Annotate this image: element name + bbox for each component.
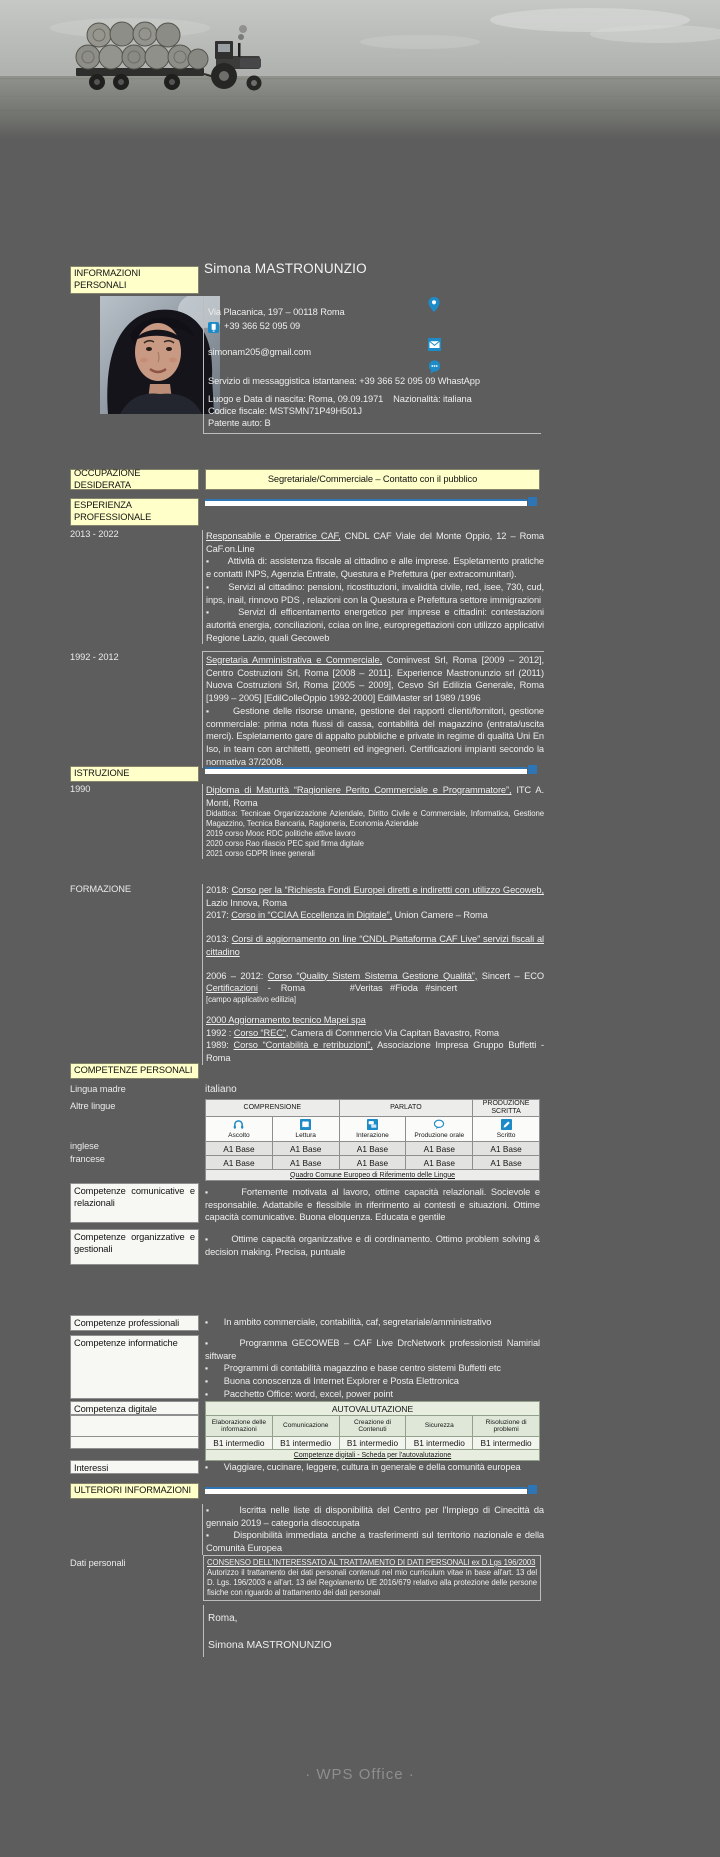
label-competenze-informatiche: Competenze informatiche [70,1335,199,1399]
col-label: Scritto [496,1132,516,1139]
digital-framework-caption[interactable]: Competenze digitali - Scheda per l'autovalutazione [293,1451,452,1459]
level-cell: A1 Base [206,1156,273,1170]
job-block-1 [202,530,544,644]
mobile-phone-icon [208,320,219,338]
training-entry: 2006 – 2012: Corso “Quality Sistem Sistema Gestione Qualità”, Sincert – ECO Certificazioni - Roma #Veritas #Fioda #sincert [206,970,544,994]
col-label: Lettura [295,1132,316,1139]
section-label-esperienza-professionale: ESPERIENZA PROFESSIONALE [70,498,199,526]
col-sicurezza: Sicurezza [406,1416,473,1437]
label-competenze-organizzative: Competenze organizzative e gestionali [70,1229,199,1265]
level-cell: A1 Base [272,1156,339,1170]
envelope-icon [428,338,441,356]
chat-bubble-icon [428,360,441,379]
section-rule [205,499,527,506]
person-name: Simona MASTRONUNZIO [204,261,367,276]
other-languages-label: Altre lingue [70,1101,116,1111]
col-label: Ascolto [228,1132,250,1139]
job-bullet: ▪ Servizi al cittadino: pensioni, ricostituzioni, invalidità civile, red, isee, 730, cud, inps, inail, rinnovo PDS , relazioni con la Questura e Prefettura settore immigrazioni [206,581,544,606]
empty-cell [70,1415,199,1437]
additional-bullet: ▪ Iscritta nelle liste di disponibilità del Centro per l'Impiego di Cinecittà da gennaio 2019 – categoria disoccupata [206,1504,544,1529]
level-cell: A1 Base [406,1142,473,1156]
language-name-1: inglese [70,1141,99,1151]
desired-occupation-value: Segretariale/Commerciale – Contatto con il pubblico [205,469,540,490]
col-lettura [272,1117,339,1142]
education-block [202,784,544,859]
mother-tongue-value: italiano [205,1084,237,1095]
birth-line: Luogo e Data di nascita: Roma, 09.09.1971 Nazionalità: italiana [208,394,472,404]
training-entry: 2000 Aggiornamento tecnico Mapei spa [206,1014,366,1025]
computer-skill-bullet: ▪ Buona conoscenza di Internet Explorer e Posta Elettronica [205,1375,540,1388]
computer-skill-bullet: ▪ Programmi di contabilità magazzino e base centro sistemi Buffetti etc [205,1362,540,1375]
location-pin-icon [428,297,440,317]
training-entry: 1992 : Corso “REC”, Camera di Commercio Via Capitan Bavastro, Roma [206,1027,499,1038]
autovalutazione-row [206,1402,540,1416]
job-bullet: ▪ Attività di: assistenza fiscale al cittadino e alle imprese. Espletamento pratiche e contatti INPS, Agenzia Entrate, Questura e Prefettura (per extracomunitari). [206,555,544,580]
education-year: 1990 [70,784,91,794]
section-rule [205,1487,527,1494]
computer-skills-block [205,1337,540,1401]
col-group-comprensione: COMPRENSIONE [206,1100,340,1117]
label-interessi: Interessi [70,1460,199,1474]
chat-bubbles-icon [367,1119,378,1132]
professional-skills-text: ▪ In ambito commerciale, contabilità, caf, segretariale/amministrativo [205,1316,540,1329]
training-entry: 2013: Corsi di aggiornamento on line “CNDL Piattaforma CAF Live” servizi fiscali al cittadino [206,934,545,957]
col-comunicazione: Comunicazione [272,1416,339,1437]
consent-body: Autorizzo il trattamento dei dati personali contenuti nel mio curriculum vitae in base all'art. 13 del D. Lgs. 196/2003 e all'art. 13 del Regolamento UE 2016/679 relativo alla protezione delle persone fisiche con riguardo al trattamento dei dati personali [207,1568,537,1597]
driving-license-line: Patente auto: B [208,418,271,428]
col-elaborazione: Elaborazione delle informazioni [206,1416,273,1437]
level-cell: B1 intermedio [339,1437,406,1450]
training-note: [campo applicativo edilizia] [206,994,296,1004]
email-address[interactable]: simonam205@gmail.com [208,347,312,357]
col-scritto [473,1117,540,1142]
header-photo-hay-tractor [0,0,720,140]
address: Via Placanica, 197 – 00118 Roma [208,307,345,317]
organisational-skills-text: ▪ Ottime capacità organizzative e di cordinamento. Ottimo problem solving & decision making. Precisa, puntuale [205,1233,540,1258]
training-block [202,884,544,1065]
col-label: Interazione [356,1132,389,1139]
headphones-icon [233,1119,244,1132]
autovalutazione-title: AUTOVALUTAZIONE [206,1402,540,1416]
job-period-2: 1992 - 2012 [70,652,119,662]
col-produzione-orale [406,1117,473,1142]
fiscal-code-line: Codice fiscale: MSTSMN71P49H501J [208,406,362,416]
col-interazione [339,1117,406,1142]
section-label-competenze-personali: COMPETENZE PERSONALI [70,1063,199,1079]
training-entry: 1989: Corso “Contabilità e retribuzioni”, Associazione Impresa Gruppo Buffetti - Roma [206,1040,544,1064]
phone-number: +39 366 52 095 09 [224,321,301,331]
level-cell: A1 Base [473,1142,540,1156]
section-rule-endcap [528,765,537,774]
label-dati-personali: Dati personali [70,1558,126,1568]
section-rule [205,767,527,774]
language-level-row-francese [206,1156,540,1170]
signature-name: Simona MASTRONUNZIO [208,1639,332,1651]
level-cell: B1 intermedio [272,1437,339,1450]
job-period-1: 2013 - 2022 [70,529,119,539]
level-cell: A1 Base [473,1156,540,1170]
level-cell: A1 Base [206,1142,273,1156]
col-group-parlato: PARLATO [339,1100,473,1117]
education-detail: 2019 corso Mooc RDC politiche attive lavoro [206,829,356,839]
language-name-2: francese [70,1154,105,1164]
section-label-formazione: FORMAZIONE [70,884,131,894]
language-table-caption-row [206,1170,540,1181]
level-cell: A1 Base [272,1142,339,1156]
speech-bubble-icon [433,1119,445,1132]
interests-text: ▪ Viaggiare, cucinare, leggere, cultura in generale e della comunità europea [205,1461,540,1474]
digital-table-caption-row [206,1450,540,1461]
consent-box [203,1555,541,1601]
computer-skill-bullet: ▪ Programma GECOWEB – CAF Live DrcNetwork professionisti Namirial siftware [205,1337,540,1362]
language-level-row-inglese [206,1142,540,1156]
section-rule-endcap [528,1485,537,1494]
additional-bullet: ▪ Disponibilità immediata anche a trasferimenti sul territorio nazionale e della Comunità Europea [206,1529,544,1554]
digital-level-row [206,1437,540,1450]
section-label-ulteriori-informazioni: ULTERIORI INFORMAZIONI [70,1483,199,1499]
job-bullet: ▪ Servizi di efficentamento energetico per imprese e cittadini: contestazioni autorità energia, conciliazioni, cciaa on line, europregettazioni con utilizzo applicativi Regione Lazio, quali Gecoweb [206,606,544,644]
signature-city: Roma, [208,1613,238,1624]
label-competenza-digitale: Competenza digitale [70,1401,199,1415]
col-label: Produzione orale [414,1132,465,1139]
level-cell: B1 intermedio [406,1437,473,1450]
education-detail: Didattica: Tecnicae Organizzazione Aziendale, Diritto Civile e Commerciale, Informatica, Gestione Magazzino, Tecnica Bancaria, Ragioneria, Economia Aziendale [206,809,544,829]
book-icon [300,1119,311,1132]
col-creazione: Creazione di Contenuti [339,1416,406,1437]
wps-office-watermark: · WPS Office · [305,1766,415,1783]
job-title: Responsabile e Operatrice CAF, CNDL CAF Viale del Monte Oppio, 12 – Roma CaF.on.Line [206,531,544,554]
job-title: Segretaria Amministrativa e Commerciale, Cominvest Srl, Roma [2009 – 2012], Centro Costruzioni Srl, Roma [2008 – 2011]. Experience Mastronunzio srl (2011) Nuova Costruzioni Srl, Roma [2005 – 2009], Cesvo Srl Edilizia Generale, Roma [1999 – 2005] [EdilColleOppio 1992-2000] EdilMaster srl 1989 /1996 [206,655,544,704]
col-ascolto [206,1117,273,1142]
job-block-2 [202,651,544,768]
language-table-icon-row [206,1117,540,1142]
empty-cell [70,1436,199,1449]
section-label-informazioni-personali: INFORMAZIONI PERSONALI [70,266,199,294]
language-table-group-header-row [206,1100,540,1117]
section-rule-endcap [528,497,537,506]
education-detail: 2020 corso Rao rilascio PEC spid firma digitale [206,839,364,849]
digital-header-row [206,1416,540,1437]
mother-tongue-label: Lingua madre [70,1084,126,1094]
level-cell: A1 Base [406,1156,473,1170]
language-framework-caption[interactable]: Quadro Comune Europeo di Riferimento delle Lingue [290,1171,455,1179]
training-entry: 2017: Corso in “CCIAA Eccellenza in Digitale”, Union Camere – Roma [206,910,488,921]
section-label-istruzione: ISTRUZIONE [70,766,199,782]
level-cell: A1 Base [339,1156,406,1170]
education-title: Diploma di Maturità “Ragioniere Perito Commerciale e Programmatore”, ITC A. Monti, Roma [206,785,544,808]
language-skills-table [205,1099,540,1181]
level-cell: A1 Base [339,1142,406,1156]
education-detail: 2021 corso GDPR linee generali [206,849,315,859]
section-label-occupazione-desiderata: OCCUPAZIONE DESIDERATA [70,469,199,490]
col-group-produzione-scritta: PRODUZIONE SCRITTA [473,1100,540,1117]
additional-info-block [202,1504,544,1555]
label-competenze-comunicative: Competenze comunicative e relazionali [70,1183,199,1223]
level-cell: B1 intermedio [206,1437,273,1450]
pencil-icon [501,1119,512,1132]
level-cell: B1 intermedio [473,1437,540,1450]
label-competenze-professionali: Competenze professionali [70,1315,199,1331]
digital-self-assessment-table [205,1401,540,1461]
consent-title: CONSENSO DELL'INTERESSATO AL TRATTAMENTO DI DATI PERSONALI ex D.Lgs 196/2003 [207,1558,536,1567]
messaging-line: Servizio di messaggistica istantanea: +39 366 52 095 09 WhastApp [208,376,480,386]
portrait-photo [100,296,220,414]
signature-rule [203,1605,204,1657]
communication-skills-text: ▪ Fortemente motivata al lavoro, ottime capacità relazionali. Socievole e responsabile. Adattabile e flessibile in riferimento ai contesti e situazioni. Ottime capacità comunicative. Buona eloquenza. Educata e gentile [205,1186,540,1224]
job-bullet: ▪ Gestione delle risorse umane, gestione dei rapporti clienti/fornitori, gestione commerciale: prima nota flussi di cassa, contabilità del magazzino (entrata/uscita merci). Espletamento gare di appalto pubbliche e private in regime di qualità Uni En Iso, in team con architetti, geometri ed ingegneri. Certificazioni impianti secondo la normativa 37/2008. [206,705,544,769]
computer-skill-bullet: ▪ Pacchetto Office: word, excel, power point [205,1388,540,1401]
training-entry: 2018: Corso per la “Richiesta Fondi Europei diretti e indirettti con utilizzo Gecoweb, Lazio Innova, Roma [206,885,544,908]
col-risoluzione: Risoluzione di problemi [473,1416,540,1437]
